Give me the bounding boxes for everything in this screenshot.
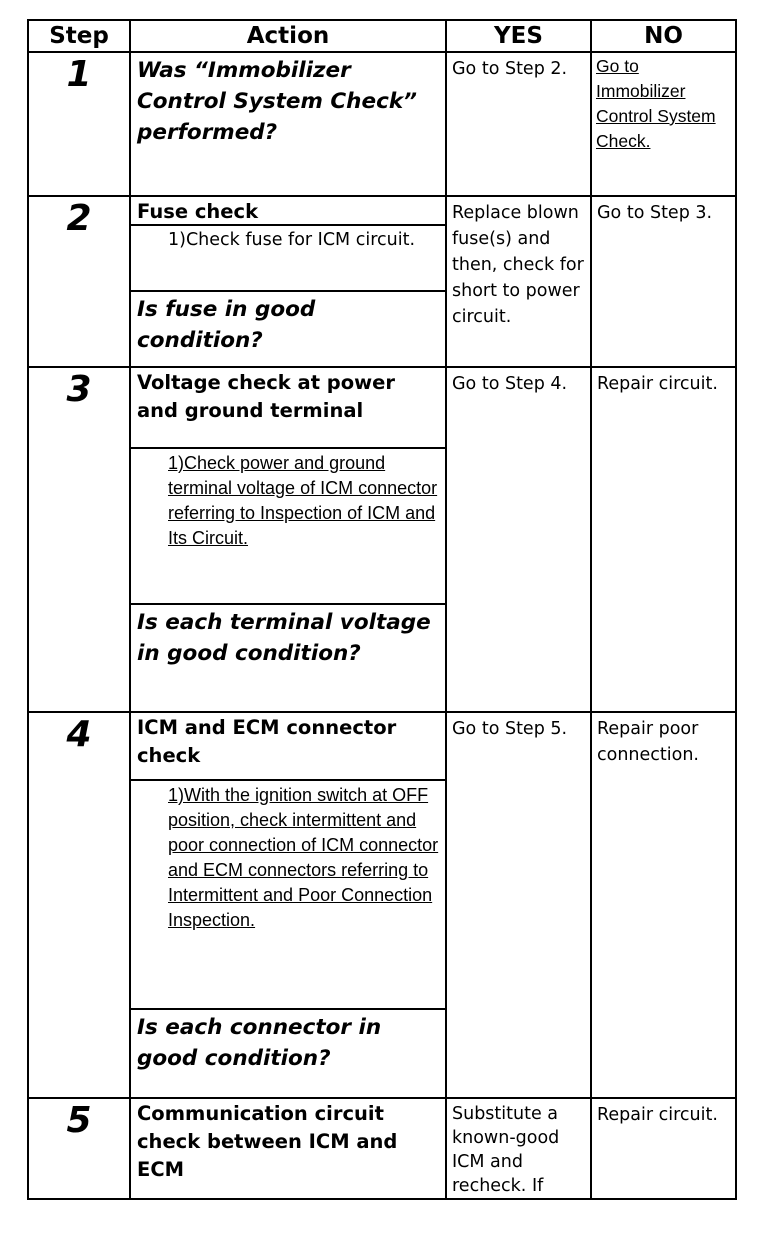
action-cell bbox=[130, 196, 446, 367]
action-procedure-link[interactable]: 1)With the ignition switch at OFF position, check intermittent and poor connection of ICM connector and ECM connectors referring to Intermittent and Poor Connection Inspection. bbox=[168, 785, 439, 930]
action-cell bbox=[130, 712, 446, 1098]
step-number: 3 bbox=[28, 367, 130, 712]
yes-result: Substitute a known-good ICM and recheck. If bbox=[452, 1104, 560, 1196]
no-cell bbox=[591, 196, 736, 367]
action-procedure: 1)Check fuse for ICM circuit. bbox=[168, 230, 416, 250]
yes-result: Replace blown fuse(s) and then, check for short to power circuit. bbox=[452, 203, 584, 327]
action-cell bbox=[130, 52, 446, 196]
no-cell bbox=[591, 52, 736, 196]
action-question: Is each connector in good condition? bbox=[137, 1015, 382, 1071]
action-procedure-link[interactable]: 1)Check power and ground terminal voltage of ICM connector referring to Inspection of ICM and Its Circuit. bbox=[168, 453, 438, 548]
yes-cell bbox=[446, 712, 591, 1098]
table-row bbox=[28, 196, 736, 367]
action-title: Fuse check bbox=[137, 200, 259, 223]
no-header: NO bbox=[591, 20, 736, 52]
yes-result: Go to Step 2. bbox=[452, 59, 568, 79]
no-cell bbox=[591, 1098, 736, 1199]
action-title: ICM and ECM connector check bbox=[137, 716, 397, 767]
step-number: 4 bbox=[28, 712, 130, 1098]
step-number: 5 bbox=[28, 1098, 130, 1199]
table-row bbox=[28, 712, 736, 1098]
action-title: Communication circuit check between ICM and ECM bbox=[137, 1102, 398, 1181]
yes-cell bbox=[446, 196, 591, 367]
action-question: Is each terminal voltage in good condition? bbox=[137, 610, 431, 666]
header-row bbox=[28, 20, 736, 52]
no-result: Repair circuit. bbox=[597, 374, 718, 394]
action-cell bbox=[130, 367, 446, 712]
action-cell bbox=[130, 1098, 446, 1199]
no-cell bbox=[591, 367, 736, 712]
table-row bbox=[28, 1098, 736, 1199]
table-row bbox=[28, 52, 736, 196]
troubleshooting-table bbox=[27, 19, 737, 1200]
step-header: Step bbox=[28, 20, 130, 52]
step-number: 1 bbox=[28, 52, 130, 196]
table-row bbox=[28, 367, 736, 712]
yes-cell bbox=[446, 1098, 591, 1199]
action-title: Voltage check at power and ground terminal bbox=[137, 371, 396, 422]
yes-cell bbox=[446, 52, 591, 196]
no-result: Repair poor connection. bbox=[597, 719, 699, 765]
no-result: Repair circuit. bbox=[597, 1105, 718, 1125]
yes-header: YES bbox=[446, 20, 591, 52]
yes-result: Go to Step 5. bbox=[452, 719, 568, 739]
no-result: Go to Step 3. bbox=[597, 203, 713, 223]
action-question: Is fuse in good condition? bbox=[137, 297, 316, 353]
no-cell bbox=[591, 712, 736, 1098]
step-number: 2 bbox=[28, 196, 130, 367]
action-question: Was “Immobilizer Control System Check” performed? bbox=[137, 58, 417, 145]
no-result-link[interactable]: Go to Immobilizer Control System Check. bbox=[596, 56, 716, 151]
yes-cell bbox=[446, 367, 591, 712]
yes-result: Go to Step 4. bbox=[452, 374, 568, 394]
action-header: Action bbox=[130, 20, 446, 52]
